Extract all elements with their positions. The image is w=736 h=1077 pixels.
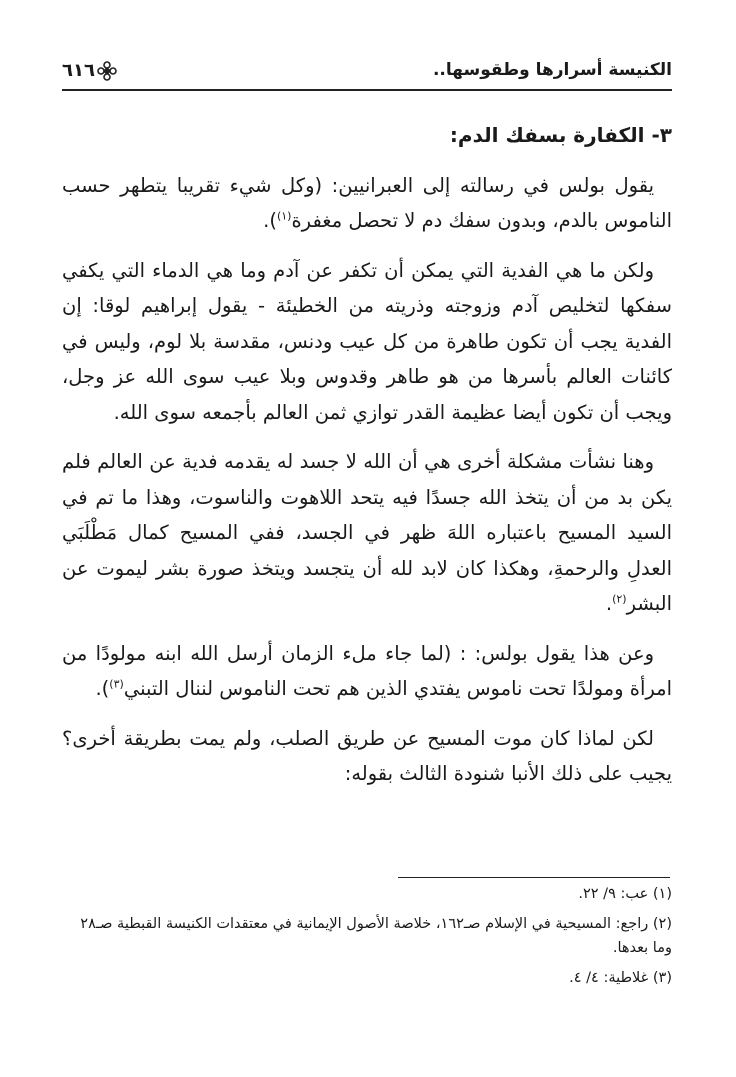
- footnotes: [62, 882, 672, 996]
- page-header: [62, 52, 672, 92]
- flower-ornament-icon: [97, 61, 117, 81]
- footnote-ref-2: (٢): [612, 592, 627, 606]
- footnote-ref-3: (٣): [109, 677, 124, 691]
- page-number-block: [62, 60, 117, 81]
- footnote-2: (٢) راجع: المسيحية في الإسلام صـ١٦٢، خلاصة الأصول الإيمانية في معتقدات الكنيسة القبطية صـ٢٨ وما بعدها.: [80, 916, 672, 956]
- footnote-3: (٣) غلاطية: ٤/ ٤.: [569, 970, 672, 986]
- paragraph-2: ولكن ما هي الفدية التي يمكن أن تكفر عن آدم وما هي الدماء التي يكفي سفكها لتخليص آدم وزوجته وذريته من الخطيئة - يقول إبراهيم لوقا: إن الفدية يجب أن تكون طاهرة من كل عيب ودنس، مقدسة بلا لوم، وليس في كائنات العالم بأسرها من هو طاهر وقدوس وبلا عيب سوى الله عز وجل، ويجب أن تكون أيضا عظيمة القدر توازي ثمن العالم بأجمعه سوى الله.: [62, 258, 672, 424]
- running-title: الكنيسة أسرارها وطقوسها..: [432, 60, 672, 80]
- page-number: ٦١٦: [62, 60, 95, 81]
- paragraph-3: وهنا نشأت مشكلة أخرى هي أن الله لا جسد له يقدمه فدية عن العالم فلم يكن بد من أن يتخذ الله جسدًا فيه يتحد اللاهوت والناسوت، وهذا ما تم في السيد المسيح باعتباره اللهَ ظهر في الجسد، ففي المسيح كمال مَطْلَبَي العدلِ والرحمةِ، وهكذا كان لابد لله أن يتجسد ويتخذ صورة بشر ليموت عن البشر$^{(٢)}$.: [62, 450, 672, 615]
- footnote-divider: [398, 877, 670, 878]
- header-divider: [62, 89, 672, 91]
- paragraph-5: لكن لماذا كان موت المسيح عن طريق الصلب، ولم يمت بطريقة أخرى؟ يجيب على ذلك الأنبا شنودة الثالث بقوله:: [62, 726, 672, 785]
- paragraph-1: يقول بولس في رسالته إلى العبرانيين: (وكل شيء تقريبا يتطهر حسب الناموس بالدم، وبدون سفك دم لا تحصل مغفرة$^{(١)}$).: [62, 173, 672, 232]
- footnote-ref-1: (١): [276, 209, 292, 223]
- section-heading: ٣- الكفارة بسفك الدم:: [449, 123, 672, 147]
- paragraph-4: وعن هذا يقول بولس: : (لما جاء ملء الزمان أرسل الله ابنه مولودًا من امرأة ومولدًا تحت ناموس يفتدي الذين هم تحت الناموس لننال التبني$^{(٣)}$).: [62, 641, 672, 700]
- main-text: [62, 118, 672, 806]
- footnote-1: (١) عب: ٩/ ٢٢.: [578, 886, 672, 902]
